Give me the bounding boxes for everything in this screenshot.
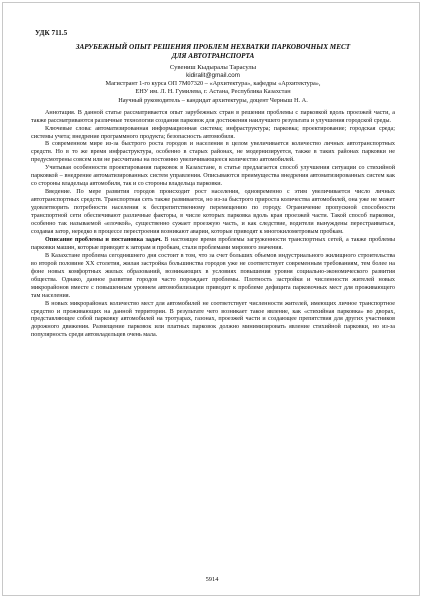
title-line-1: ЗАРУБЕЖНЫЙ ОПЫТ РЕШЕНИЯ ПРОБЛЕМ НЕХВАТКИ ПАРКОВОЧНЫХ МЕСТ <box>75 43 351 51</box>
affiliation-line-1: Магистрант 1-го курса ОП 7М07320 – «Архитектура», кафедры «Архитектура», <box>105 80 321 88</box>
body-paragraph: В новых микрорайонах количество мест для автомобилей не соответствует численности жителей, имеющих личное транспортное средство и проживающих на данной территории. В результате чего возникает такое явление, как «стихийная парковка» во дворах, представляющее собой парковку автомобилей на тротуарах, газонах, проезжей части и создающее препятствия для других участников дорожного движения. Размещение парковок или платных парковок должно минимизировать явление стихийной парковки, но из-за популярность среди автовладельцев очень мала. <box>31 300 395 339</box>
page-content <box>31 29 395 340</box>
body-paragraph: В современном мире из-за быстрого роста городов и населения в целом увеличивается количество личных автотранспортных средств. Но в то же время инфраструктура, особенно в старых районах, не модернизируется, также в таких районах парковки не предусмотрены совсем или не рассчитаны на постоянно увеличивающееся количество автомобилей. <box>31 141 395 164</box>
udk-code: УДК 711.5 <box>35 29 68 37</box>
section-heading: Описание проблемы и постановка задач. <box>45 236 162 243</box>
body-paragraph: В Казахстане проблема сегодняшнего дня состоит в том, что за счет больших объемов индустриального жилищного строительства во второй половине XX столетия, жилая застройка большинства городов уже не соответствует современным требованиям, тем более на фоне новых комфортных жилых образований, возникающих в условиях повышения уровня социально-экономического развития общества. Однако, данное развитие городов часто порождает проблемы. Плотность застройки и численности жителей новых микрорайонов вместе с повышенным уровнем автомобилизации приводит к проблеме дефицита парковочных мест для проживающего там населения. <box>31 252 395 299</box>
document-page <box>2 2 420 596</box>
keywords-paragraph: Ключевые слова: автоматизированная информационная система; инфраструктура; парковка; проектирование; городская среда; системы учета; внедрение программного продукта; безопасность автомобиля. <box>31 125 395 140</box>
supervisor: Научный руководитель – кандидат архитектуры, доцент Черныш Н. А. <box>118 96 308 104</box>
introduction-paragraph: Введение. По мере развития городов происходит рост населения, одновременно с этим увеличивается число личных автотранспортных средств. Транспортная сеть также развивается, но из-за быстрого прироста количества автомобилей, она уже не может удовлетворить потребности населения к беспрепятственному перемещению по городу. Ограничение пропускной способности транспортной сети обеспечивают различные факторы, в числе которых парковка вдоль края проезжей части. Такой способ парковки, особенно так называемой «елочкой», существенно сужает проезжую часть, и как следствие, водители вынуждены перестраиваться, создавая затор, нередко в процессе перестроения возникают аварии, которые приводят к многокилометровым пробкам. <box>31 189 395 235</box>
section-text: В настоящее время проблемы загруженности транспортных сетей, а также проблемы парковки машин, которые приводят к заторам и пробкам, стали проблемами мирового значения. <box>31 236 395 251</box>
abstract-paragraph: Аннотация. В данной статье рассматривается опыт зарубежных стран в решении проблемы с парковкой вдоль проезжей части, а также рассматриваются различные технологии создания парковок для достижения наилучшего результата и улучшения городской среды. <box>31 109 395 124</box>
affiliation-line-2: ЕНУ им. Л. Н. Гумилева, г. Астана, Республика Казахстан <box>135 88 291 96</box>
article-title <box>31 43 395 60</box>
author-email[interactable]: kidiralit@gmail.com <box>186 72 240 80</box>
problem-section-paragraph <box>31 237 395 253</box>
body-paragraph: Учитывая особенности проектирования парковок в Казахстане, в статье предлагается способ улучшения ситуации со стихийной парковкой – внедрение автоматизированных систем управления. Описываются преимущества внедрения автоматизированных систем как со стороны владельца автомобиля, так и со стороны владельца парковки. <box>31 165 395 188</box>
author-name: Сувениш Кыдыралы Тарасулы <box>169 64 257 72</box>
title-line-2: ДЛЯ АВТОТРАНСПОРТА <box>171 51 255 60</box>
page-number: 5914 <box>205 576 219 583</box>
article-body <box>31 110 395 341</box>
